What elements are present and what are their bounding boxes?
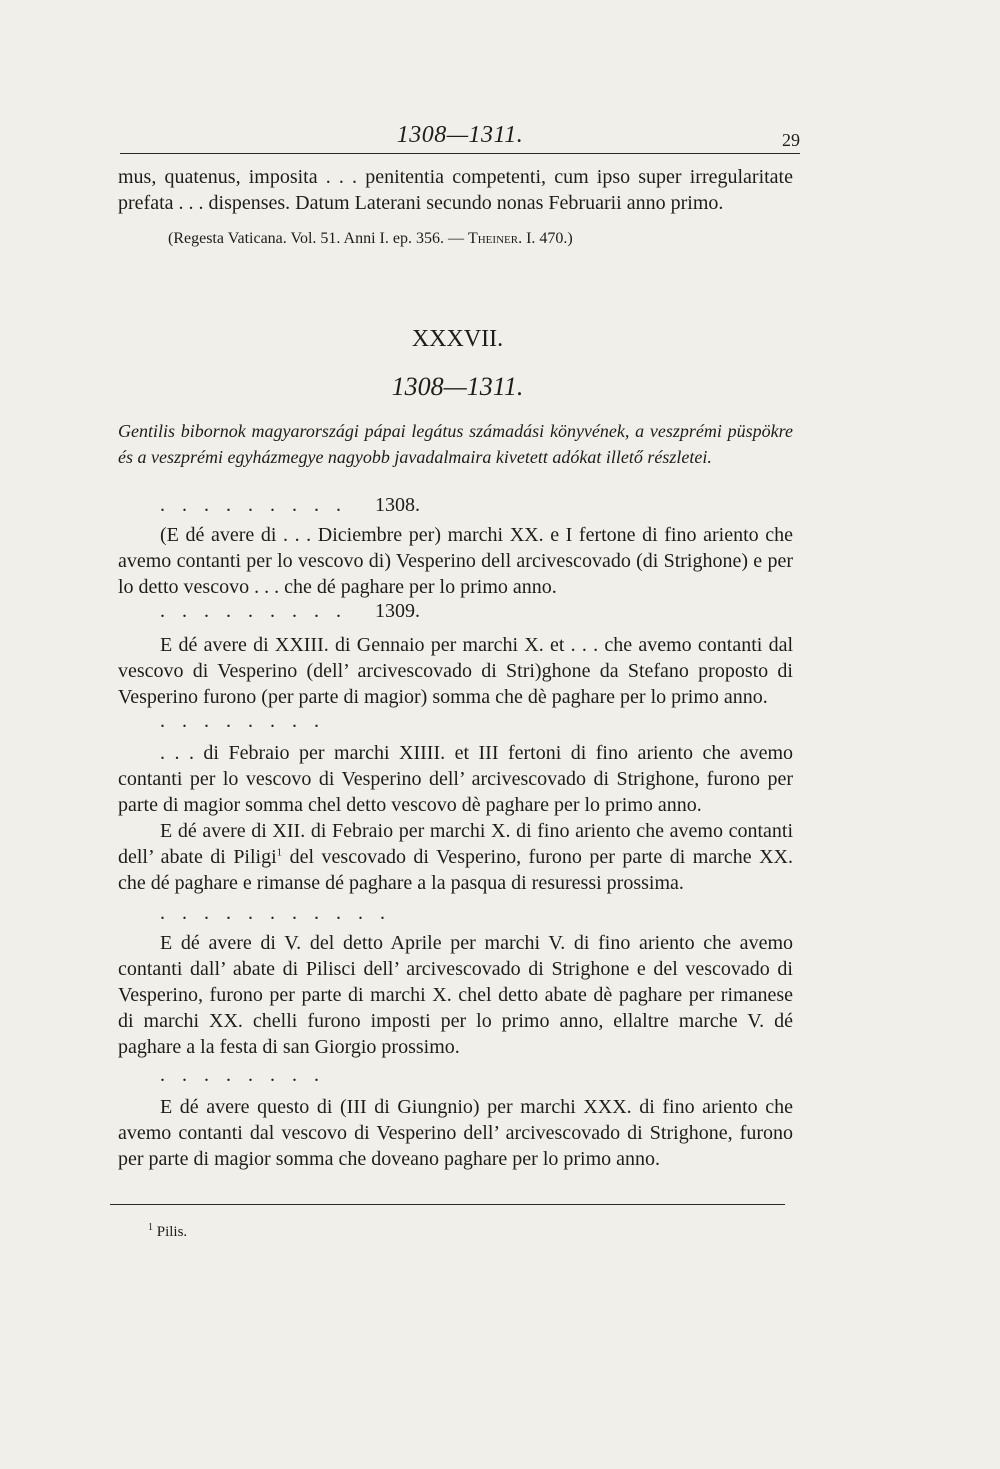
footnote-marker: 1 bbox=[276, 846, 283, 859]
document-date: 1308—1311. bbox=[391, 372, 524, 401]
ellipsis-line: . . . . . . . . bbox=[160, 1064, 325, 1086]
entry-2 bbox=[118, 632, 793, 710]
entry-1 bbox=[118, 522, 793, 600]
header-rule bbox=[120, 153, 800, 154]
footnote-rule bbox=[110, 1204, 785, 1205]
year-heading-1308 bbox=[160, 494, 420, 517]
entry-5 bbox=[118, 1094, 793, 1172]
document-number: XXXVII. bbox=[411, 326, 504, 352]
year-label: 1309. bbox=[375, 600, 420, 622]
year-label: 1308. bbox=[375, 494, 420, 516]
running-header bbox=[120, 122, 800, 156]
ellipsis-dots: . . . . . . . . . bbox=[160, 600, 347, 622]
footnote-text: Pilis. bbox=[153, 1224, 188, 1240]
citation-author: Theiner bbox=[467, 230, 519, 247]
intro-paragraph: mus, quatenus, imposita . . . penitentia competenti, cum ipso super irregularitate prefata . . . dispenses. Datum Laterani secundo nonas Februarii anno primo. bbox=[118, 166, 793, 214]
document-summary: Gentilis bibornok magyarországi pápai legátus számadási könyvének, a veszprémi püspökre és a veszprémi egyházmegye nagyobb javadalmaira kivetett adókat illető részletei. bbox=[118, 421, 793, 467]
running-title: 1308—1311. bbox=[396, 122, 524, 148]
entry-paragraph: E dé avere di XII. di Febraio per marchi X. di fino ariento che avemo contanti dell’ abate di Piligi$^1$ del vescovado di Vesperino, furono per parte di marche XX. che dé paghare e rimanse dé paghare a la pasqua di resuressi prossima. bbox=[118, 820, 793, 894]
ellipsis-line: . . . . . . . . bbox=[160, 710, 325, 732]
ellipsis-dots: . . . . . . . . . bbox=[160, 494, 347, 516]
entry-paragraph: . . . di Febraio per marchi XIIII. et III fertoni di fino ariento che avemo contanti per lo vescovo di Vesperino dell’ arcivescovado di Strighone, furono per parte di magior somma chel detto vescovo dè paghare per lo primo anno. bbox=[118, 742, 793, 816]
footnote bbox=[148, 1224, 187, 1241]
entry-3 bbox=[118, 740, 793, 896]
footnote-mark: 1 bbox=[148, 1222, 153, 1233]
ellipsis-line: . . . . . . . . . . . bbox=[160, 902, 391, 924]
entry-4 bbox=[118, 930, 793, 1060]
entry-paragraph: (E dé avere di . . . Diciembre per) marchi XX. e I fertone di fino ariento che avemo contanti per lo vescovo di) Vesperino dell arcivescovado (di Strighone) e per lo detto vescovo . . . che dé paghare per lo primo anno. bbox=[118, 524, 793, 598]
citation: (Regesta Vaticana. Vol. 51. Anni I. ep. 356. — Theiner. I. 470.) bbox=[168, 230, 573, 247]
entry-paragraph: E dé avere di XXIII. di Gennaio per marchi X. et . . . che avemo contanti dal vescovo di Vesperino (dell’ arcivescovado di Stri)ghone da Stefano proposto di Vesperino furono (per parte di magior) somma che dè paghare per lo primo anno. bbox=[118, 634, 793, 708]
entry-paragraph: E dé avere di V. del detto Aprile per marchi V. di fino ariento che avemo contanti dall’ abate di Pilisci dell’ arcivescovado di Strighone e del vescovado di Vesperino, furono per parte di marchi X. chel detto abate dè paghare per rimanese di marchi XX. chelli furono imposti per lo primo anno, ellaltre marche V. dé paghare a la festa di san Giorgio prossimo. bbox=[118, 932, 793, 1058]
entry-paragraph: E dé avere questo di (III di Giungnio) per marchi XXX. di fino ariento che avemo contanti dal vescovo di Vesperino dell’ arcivescovado di Strighone, furono per parte di magior somma che doveano paghare per lo primo anno. bbox=[118, 1096, 793, 1170]
page-number: 29 bbox=[782, 130, 800, 150]
year-heading-1309 bbox=[160, 600, 420, 623]
intro-block bbox=[118, 164, 793, 252]
